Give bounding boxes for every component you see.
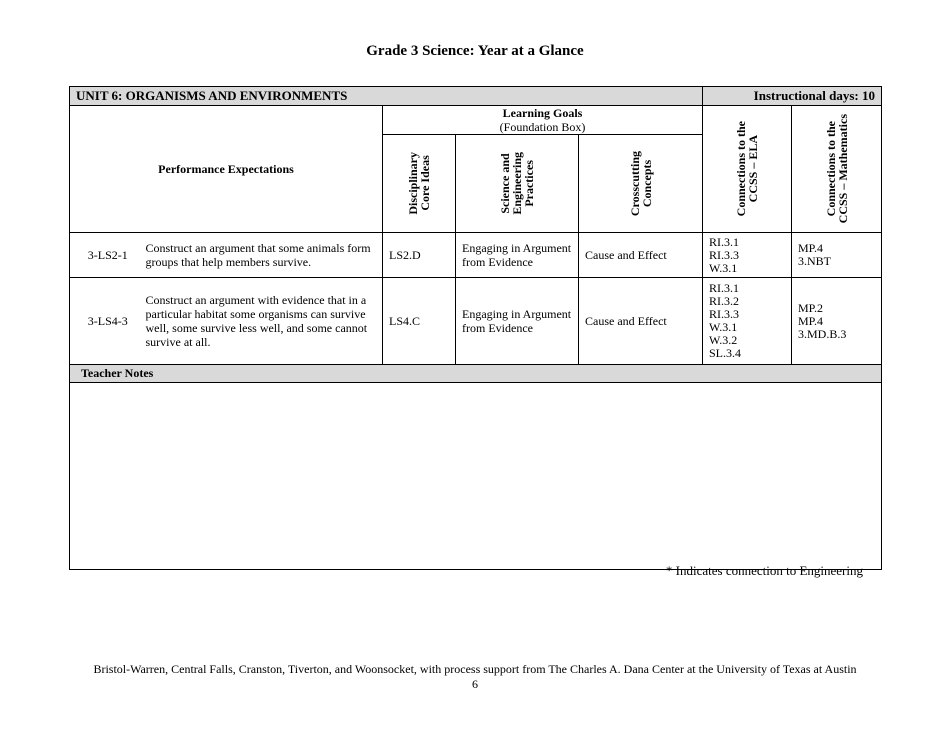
footer-credit: Bristol-Warren, Central Falls, Cranston, Tiverton, and Woonsocket, with process support from The Charles A. Dana Center at the University of Texas at Austin bbox=[93, 662, 857, 676]
instructional-days: Instructional days: 10 bbox=[703, 87, 882, 106]
page-title: Grade 3 Science: Year at a Glance bbox=[366, 43, 584, 59]
engineering-note: * Indicates connection to Engineering bbox=[665, 563, 863, 578]
ela-standard: RI.3.1 bbox=[709, 234, 739, 249]
table-row bbox=[70, 233, 882, 278]
page-number: 6 bbox=[472, 677, 478, 691]
teacher-notes-body bbox=[70, 383, 882, 570]
foundation-box-label: (Foundation Box) bbox=[499, 120, 586, 134]
ela-header-label: Connections to the CCSS – ELA bbox=[734, 121, 760, 217]
dci-header-label: Disciplinary Core Ideas bbox=[406, 152, 432, 215]
sep-header-label: Science and Engineering Practices bbox=[498, 152, 536, 215]
cc-header-label: Crosscutting Concepts bbox=[627, 150, 654, 217]
sep-header bbox=[456, 135, 579, 233]
teacher-notes-header-row bbox=[70, 365, 882, 383]
teacher-notes-label: Teacher Notes bbox=[70, 365, 882, 383]
ela-header bbox=[703, 106, 792, 233]
math-standard: 3.MD.B.3 bbox=[798, 326, 847, 341]
cc-cell: Cause and Effect bbox=[579, 233, 703, 278]
column-header-row-1 bbox=[70, 106, 882, 135]
math-cell bbox=[792, 233, 882, 278]
ela-cell bbox=[703, 278, 792, 365]
pe-description: Construct an argument with evidence that in a particular habitat some organisms can survive well, some survive less well, and some cannot survive at all. bbox=[146, 278, 383, 365]
ela-standard: SL.3.4 bbox=[709, 346, 742, 360]
ela-cell bbox=[703, 233, 792, 278]
pe-code: 3-LS4-3 bbox=[70, 278, 146, 365]
ela-standard: RI.3.1 bbox=[709, 281, 739, 295]
ela-standard: W.3.1 bbox=[709, 320, 738, 334]
dci-header bbox=[383, 135, 456, 233]
math-standard: MP.4 bbox=[798, 241, 824, 255]
pe-code: 3-LS2-1 bbox=[70, 233, 146, 278]
learning-goals-header bbox=[383, 106, 703, 135]
table-row bbox=[70, 278, 882, 365]
dci-cell: LS2.D bbox=[383, 233, 456, 278]
sep-cell: Engaging in Argument from Evidence bbox=[456, 278, 579, 365]
performance-expectations-header: Performance Expectations bbox=[70, 106, 383, 233]
ela-standard: RI.3.3 bbox=[709, 307, 739, 321]
unit-title: UNIT 6: ORGANISMS AND ENVIRONMENTS bbox=[70, 87, 703, 106]
pe-description: Construct an argument that some animals form groups that help members survive. bbox=[146, 233, 383, 278]
dci-cell: LS4.C bbox=[383, 278, 456, 365]
footer bbox=[0, 662, 950, 692]
unit-header-row bbox=[70, 87, 882, 106]
learning-goals-label: Learning Goals bbox=[502, 106, 583, 120]
ela-standard: W.3.1 bbox=[709, 260, 738, 275]
math-standard: MP.2 bbox=[798, 300, 824, 315]
unit-table bbox=[69, 86, 882, 570]
ela-standard: W.3.2 bbox=[709, 333, 738, 347]
math-standard: MP.4 bbox=[798, 313, 824, 328]
cc-cell: Cause and Effect bbox=[579, 278, 703, 365]
teacher-notes-area bbox=[70, 383, 882, 570]
math-cell bbox=[792, 278, 882, 365]
math-header-label: Connections to the CCSS – Mathematics bbox=[823, 114, 850, 224]
ela-standard: RI.3.3 bbox=[709, 247, 739, 262]
math-standard: 3.NBT bbox=[798, 254, 831, 268]
cc-header bbox=[579, 135, 703, 233]
ela-standard: RI.3.2 bbox=[709, 294, 739, 308]
sep-cell: Engaging in Argument from Evidence bbox=[456, 233, 579, 278]
math-header bbox=[792, 106, 882, 233]
